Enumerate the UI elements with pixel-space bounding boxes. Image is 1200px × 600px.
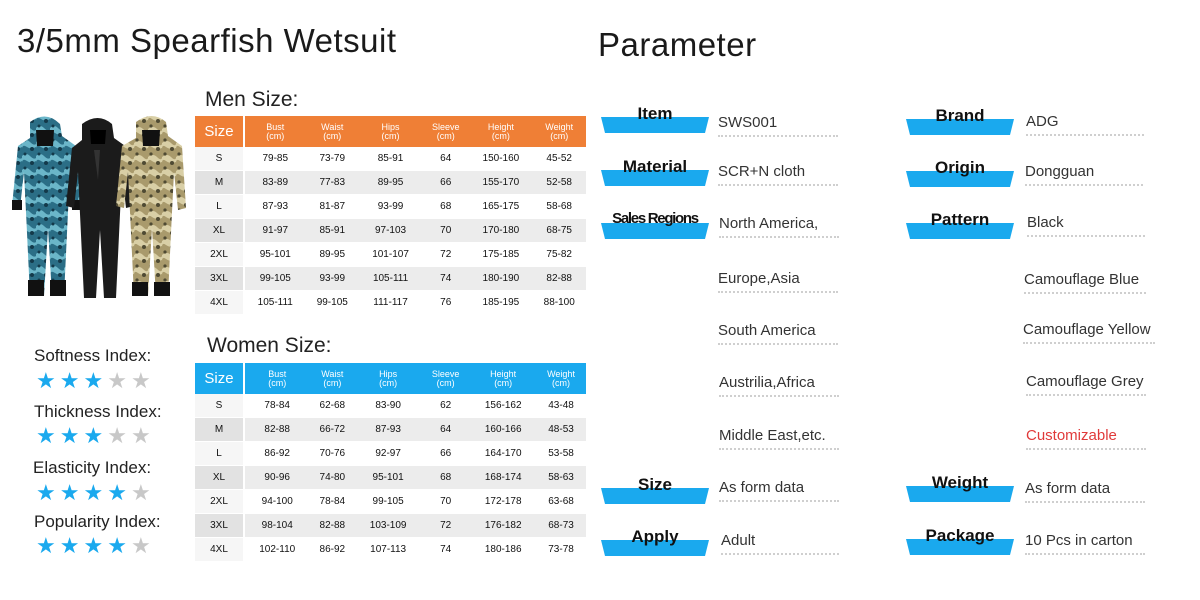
value-cell: 74 — [421, 538, 470, 562]
star-empty-icon: ★ — [107, 423, 131, 448]
table-row — [195, 514, 586, 538]
value-cell: 98-104 — [245, 514, 309, 538]
value-cell: 105-111 — [245, 291, 306, 315]
sales-region-value: Austrilia,Africa — [719, 374, 839, 397]
header-label: Height — [490, 368, 517, 379]
header-unit: (cm) — [491, 130, 510, 141]
value-cell: 78-84 — [309, 490, 355, 514]
header-label: Bust — [268, 368, 287, 379]
header-unit: (cm) — [268, 377, 287, 388]
param-label: Size — [637, 475, 673, 494]
star-empty-icon: ★ — [130, 423, 155, 448]
table-row — [195, 418, 586, 442]
size-cell: XL — [195, 219, 245, 243]
star-empty-icon: ★ — [130, 533, 155, 558]
header-label: Bust — [266, 121, 285, 132]
women-header-waist — [309, 363, 355, 394]
header-unit: (cm) — [379, 377, 398, 388]
value-cell: 101-107 — [359, 243, 422, 267]
value-cell: 68 — [422, 195, 469, 219]
women-header-sleeve — [421, 363, 470, 394]
value-cell: 164-170 — [470, 442, 536, 466]
men-header-bust — [245, 116, 306, 147]
star-filled-icon: ★ — [59, 423, 84, 448]
value-cell: 45-52 — [532, 147, 586, 171]
value-cell: 155-170 — [469, 171, 532, 195]
header-label: Waist — [321, 368, 344, 379]
pattern-value: Black — [1027, 214, 1145, 237]
header-unit: (cm) — [323, 130, 342, 141]
header-unit: (cm) — [550, 130, 569, 141]
value-cell: 103-109 — [355, 514, 421, 538]
wetsuit-product-image — [8, 110, 188, 300]
sales-region-value: South America — [718, 322, 838, 345]
sales-region-value: Europe,Asia — [718, 270, 838, 293]
value-cell: 93-99 — [306, 267, 360, 291]
value-cell: 95-101 — [355, 466, 421, 490]
header-label: Hips — [379, 368, 398, 379]
value-cell: 82-88 — [309, 514, 355, 538]
softness-index-label: Softness Index: — [34, 346, 152, 365]
value-cell: 74 — [422, 267, 469, 291]
parameter-title: Parameter — [598, 26, 757, 63]
table-row — [195, 267, 586, 291]
header-unit: (cm) — [266, 130, 285, 141]
women-header-weight — [536, 363, 586, 394]
men-header-sleeve — [422, 116, 469, 147]
param-item-value: SWS001 — [718, 114, 838, 137]
param-weight-tag — [906, 473, 1014, 505]
star-filled-icon: ★ — [83, 423, 108, 448]
value-cell: 62 — [421, 394, 470, 418]
header-label: Sleeve — [431, 121, 460, 132]
value-cell: 73-79 — [306, 147, 360, 171]
star-filled-icon: ★ — [83, 480, 108, 505]
table-row — [195, 538, 586, 562]
header-unit: (cm) — [552, 377, 571, 388]
size-cell: 3XL — [195, 514, 245, 538]
star-filled-icon: ★ — [36, 533, 60, 558]
size-cell: 4XL — [195, 538, 245, 562]
param-apply-tag — [601, 527, 709, 559]
value-cell: 91-97 — [245, 219, 306, 243]
header-unit: (cm) — [436, 130, 455, 141]
value-cell: 87-93 — [245, 195, 306, 219]
header-label: Height — [487, 121, 514, 132]
page-title: 3/5mm Spearfish Wetsuit — [17, 22, 397, 59]
value-cell: 86-92 — [245, 442, 309, 466]
value-cell: 85-91 — [359, 147, 422, 171]
value-cell: 92-97 — [355, 442, 421, 466]
value-cell: 82-88 — [245, 418, 309, 442]
value-cell: 165-175 — [469, 195, 532, 219]
header-unit: (cm) — [323, 377, 342, 388]
table-row — [195, 291, 586, 315]
param-label: Sales Regions — [612, 210, 698, 227]
size-cell: 2XL — [195, 490, 245, 514]
value-cell: 94-100 — [245, 490, 309, 514]
value-cell: 53-58 — [536, 442, 586, 466]
star-empty-icon: ★ — [130, 480, 155, 505]
popularity-index-label: Popularity Index: — [34, 512, 161, 531]
star-filled-icon: ★ — [83, 368, 108, 393]
param-item-tag — [601, 104, 709, 136]
value-cell: 86-92 — [309, 538, 355, 562]
header-unit: (cm) — [494, 377, 513, 388]
women-header-bust — [245, 363, 309, 394]
men-header-hips — [359, 116, 422, 147]
value-cell: 81-87 — [306, 195, 360, 219]
value-cell: 185-195 — [469, 291, 532, 315]
elasticity-stars — [36, 482, 155, 504]
param-label: Brand — [935, 106, 985, 125]
men-size-title: Men Size: — [205, 88, 299, 111]
men-header-weight — [532, 116, 586, 147]
value-cell: 73-78 — [536, 538, 586, 562]
table-row — [195, 147, 586, 171]
pattern-value: Camouflage Yellow — [1023, 321, 1155, 344]
size-cell: 4XL — [195, 291, 245, 315]
value-cell: 87-93 — [355, 418, 421, 442]
value-cell: 83-90 — [355, 394, 421, 418]
value-cell: 160-166 — [470, 418, 536, 442]
table-row — [195, 442, 586, 466]
women-header-size: Size — [195, 363, 245, 394]
size-cell: XL — [195, 466, 245, 490]
thickness-index-label: Thickness Index: — [34, 402, 162, 421]
value-cell: 70 — [422, 219, 469, 243]
value-cell: 68-75 — [532, 219, 586, 243]
value-cell: 82-88 — [532, 267, 586, 291]
header-label: Weight — [547, 368, 575, 379]
value-cell: 83-89 — [245, 171, 306, 195]
women-header-hips — [355, 363, 421, 394]
women-header-height — [470, 363, 536, 394]
param-material-value: SCR+N cloth — [718, 163, 838, 186]
value-cell: 88-100 — [532, 291, 586, 315]
star-filled-icon: ★ — [59, 368, 84, 393]
size-cell: 3XL — [195, 267, 245, 291]
header-label: Weight — [545, 121, 574, 132]
value-cell: 66 — [421, 442, 470, 466]
pattern-value: Camouflage Grey — [1026, 373, 1146, 396]
param-apply-value: Adult — [721, 532, 839, 555]
param-label: Item — [637, 104, 673, 123]
param-label: Material — [622, 157, 688, 176]
value-cell: 64 — [422, 147, 469, 171]
value-cell: 111-117 — [359, 291, 422, 315]
table-row — [195, 490, 586, 514]
thickness-stars — [36, 425, 155, 447]
table-row — [195, 171, 586, 195]
param-label: Pattern — [930, 210, 990, 229]
value-cell: 62-68 — [309, 394, 355, 418]
value-cell: 107-113 — [355, 538, 421, 562]
men-header-size: Size — [195, 116, 245, 147]
value-cell: 76 — [422, 291, 469, 315]
star-filled-icon: ★ — [83, 533, 108, 558]
value-cell: 150-160 — [469, 147, 532, 171]
size-cell: L — [195, 195, 245, 219]
param-origin-tag — [906, 158, 1014, 190]
table-row — [195, 219, 586, 243]
softness-stars — [36, 370, 155, 392]
value-cell: 85-91 — [306, 219, 360, 243]
star-empty-icon: ★ — [107, 368, 131, 393]
value-cell: 99-105 — [306, 291, 360, 315]
value-cell: 70 — [421, 490, 470, 514]
param-size-value: As form data — [719, 479, 839, 502]
women-header-row — [195, 363, 586, 394]
param-label: Package — [925, 526, 995, 545]
women-size-title: Women Size: — [207, 334, 332, 357]
value-cell: 52-58 — [532, 171, 586, 195]
size-cell: S — [195, 394, 245, 418]
men-header-height — [469, 116, 532, 147]
param-label: Apply — [631, 527, 679, 546]
value-cell: 64 — [421, 418, 470, 442]
value-cell: 97-103 — [359, 219, 422, 243]
param-label: Origin — [934, 158, 986, 177]
param-label: Weight — [931, 473, 989, 492]
param-weight-value: As form data — [1025, 480, 1145, 503]
men-header-row — [195, 116, 586, 147]
sales-region-value: Middle East,etc. — [719, 427, 839, 450]
value-cell: 89-95 — [359, 171, 422, 195]
header-label: Sleeve — [431, 368, 460, 379]
table-row — [195, 243, 586, 267]
women-size-rows — [195, 394, 586, 562]
value-cell: 89-95 — [306, 243, 360, 267]
value-cell: 63-68 — [536, 490, 586, 514]
table-row — [195, 466, 586, 490]
param-package-value: 10 Pcs in carton — [1025, 532, 1145, 555]
value-cell: 176-182 — [470, 514, 536, 538]
value-cell: 90-96 — [245, 466, 309, 490]
men-header-waist — [306, 116, 360, 147]
value-cell: 48-53 — [536, 418, 586, 442]
size-cell: S — [195, 147, 245, 171]
value-cell: 77-83 — [306, 171, 360, 195]
value-cell: 180-186 — [470, 538, 536, 562]
value-cell: 70-76 — [309, 442, 355, 466]
value-cell: 172-178 — [470, 490, 536, 514]
param-origin-value: Dongguan — [1025, 163, 1143, 186]
star-filled-icon: ★ — [36, 423, 60, 448]
star-filled-icon: ★ — [36, 480, 60, 505]
sales-region-value: North America, — [719, 215, 839, 238]
value-cell: 168-174 — [470, 466, 536, 490]
value-cell: 72 — [421, 514, 470, 538]
pattern-customizable-value: Customizable — [1026, 427, 1146, 450]
param-brand-value: ADG — [1026, 113, 1144, 136]
param-pattern-tag — [906, 210, 1014, 242]
star-filled-icon: ★ — [59, 533, 84, 558]
param-sales-regions-tag — [601, 210, 709, 242]
value-cell: 170-180 — [469, 219, 532, 243]
param-package-tag — [906, 526, 1014, 558]
value-cell: 99-105 — [355, 490, 421, 514]
param-material-tag — [601, 157, 709, 189]
value-cell: 180-190 — [469, 267, 532, 291]
value-cell: 95-101 — [245, 243, 306, 267]
value-cell: 78-84 — [245, 394, 309, 418]
param-brand-tag — [906, 106, 1014, 138]
size-cell: L — [195, 442, 245, 466]
value-cell: 102-110 — [245, 538, 309, 562]
header-label: Waist — [321, 121, 344, 132]
param-size-tag — [601, 475, 709, 507]
value-cell: 43-48 — [536, 394, 586, 418]
men-size-table — [195, 116, 586, 315]
size-cell: M — [195, 171, 245, 195]
value-cell: 156-162 — [470, 394, 536, 418]
header-label: Hips — [381, 121, 400, 132]
header-unit: (cm) — [436, 377, 455, 388]
size-cell: M — [195, 418, 245, 442]
value-cell: 58-68 — [532, 195, 586, 219]
value-cell: 66-72 — [309, 418, 355, 442]
value-cell: 66 — [422, 171, 469, 195]
men-size-rows — [195, 147, 586, 315]
value-cell: 58-63 — [536, 466, 586, 490]
star-filled-icon: ★ — [59, 480, 84, 505]
value-cell: 93-99 — [359, 195, 422, 219]
size-cell: 2XL — [195, 243, 245, 267]
pattern-value: Camouflage Blue — [1024, 271, 1146, 294]
header-unit: (cm) — [381, 130, 400, 141]
table-row — [195, 195, 586, 219]
star-filled-icon: ★ — [107, 480, 131, 505]
value-cell: 72 — [422, 243, 469, 267]
popularity-stars — [36, 535, 155, 557]
star-empty-icon: ★ — [130, 368, 155, 393]
value-cell: 99-105 — [245, 267, 306, 291]
table-row — [195, 394, 586, 418]
value-cell: 175-185 — [469, 243, 532, 267]
value-cell: 79-85 — [245, 147, 306, 171]
women-size-table — [195, 363, 586, 562]
value-cell: 105-111 — [359, 267, 422, 291]
elasticity-index-label: Elasticity Index: — [33, 458, 152, 477]
star-filled-icon: ★ — [36, 368, 60, 393]
star-filled-icon: ★ — [107, 533, 131, 558]
value-cell: 75-82 — [532, 243, 586, 267]
value-cell: 68 — [421, 466, 470, 490]
value-cell: 68-73 — [536, 514, 586, 538]
value-cell: 74-80 — [309, 466, 355, 490]
